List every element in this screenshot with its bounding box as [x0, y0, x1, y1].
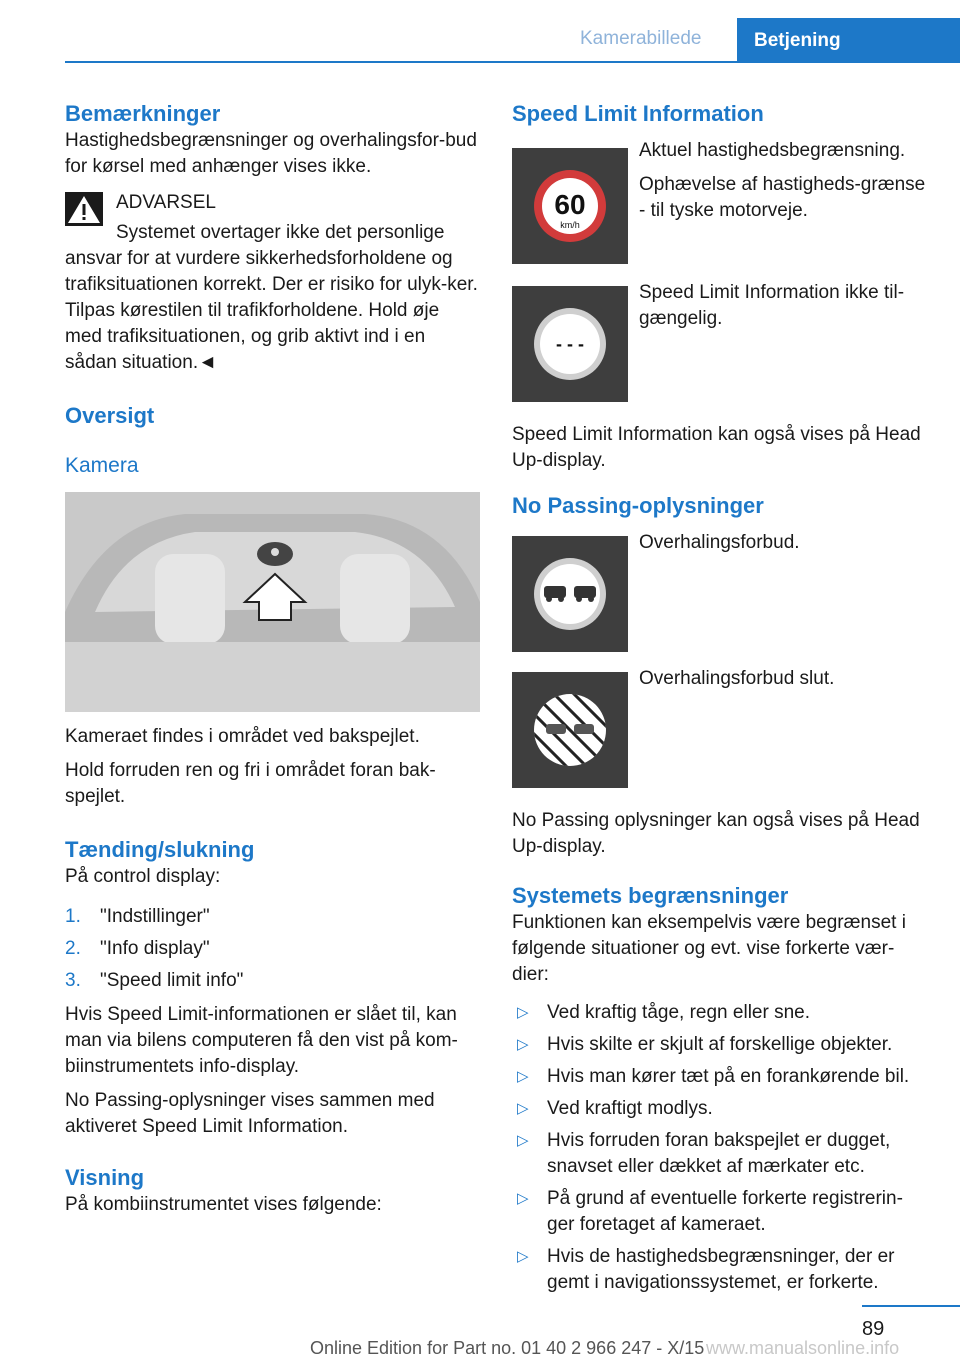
step-number: 3.	[65, 970, 81, 991]
speed-unavailable-sign-graphic	[512, 286, 628, 402]
sign-row-speed-unavailable	[512, 282, 930, 402]
edition-text: Online Edition for Part no. 01 40 2 966 247 - X/15	[310, 1338, 705, 1358]
sign-description	[639, 666, 931, 700]
left-column	[65, 100, 480, 1226]
bullet-icon: ▷	[517, 1100, 529, 1117]
no-passing-end-sign-icon	[512, 672, 628, 788]
warning-block	[65, 190, 480, 376]
bullet-icon: ▷	[517, 1190, 529, 1207]
step-number: 2.	[65, 938, 81, 959]
bullet-icon: ▷	[517, 1004, 529, 1021]
onoff-intro: På control display:	[65, 866, 221, 887]
bullet-icon: ▷	[517, 1036, 529, 1053]
page-number: 89	[862, 1318, 885, 1340]
camera-location-text: Kameraet findes i området ved bakspejlet.	[65, 726, 420, 747]
sign-description	[639, 138, 931, 232]
sign-line: Aktuel hastighedsbegrænsning.	[639, 140, 906, 161]
list-item	[512, 1000, 930, 1026]
speed-60-sign-icon	[512, 148, 628, 264]
step-text: "Speed limit info"	[100, 970, 244, 991]
onoff-text-1: Hvis Speed Limit-informationen er slået til, kan man via bilens computeren få den vist på kom-biinstrumentets info-display.	[65, 1004, 458, 1077]
speed-value: 60	[554, 189, 586, 220]
watermark: www.manualsonline.info	[706, 1338, 900, 1358]
list-item	[512, 1186, 930, 1238]
camera-clean-text: Hold forruden ren og fri i området foran bak-spejlet.	[65, 760, 436, 807]
list-item	[512, 1096, 930, 1122]
no-passing-sign-graphic	[512, 536, 628, 652]
dashes-label: - - -	[556, 334, 584, 354]
warning-text: Systemet overtager ikke det personlige ansvar for at vurdere sikkerhedsforholdene og trafiksituationen korrekt. Der er risiko for ulyk-ker. Tilpas kørestilen til trafikforholdene. Hold øje med trafiksituationen, og grib aktivt ind i en sådan situation.◄	[65, 222, 478, 373]
display-heading: Visning	[65, 1165, 145, 1190]
notes-text: Hastighedsbegrænsninger og overhalingsfor-bud for kørsel med anhænger vises ikke.	[65, 130, 477, 177]
list-text: På grund af eventuelle forkerte registrerin-ger foretaget af kameraet.	[547, 1188, 903, 1235]
display-text: På kombiinstrumentet vises følgende:	[65, 1194, 382, 1215]
sli-heading: Speed Limit Information	[512, 101, 764, 126]
camera-location-image	[65, 492, 480, 712]
sli-hud-text: Speed Limit Information kan også vises på Head Up-display.	[512, 424, 921, 471]
list-item	[512, 1128, 930, 1180]
sign-description	[639, 280, 931, 340]
camera-heading: Kamera	[65, 454, 139, 477]
np-hud-text: No Passing oplysninger kan også vises på Head Up-display.	[512, 810, 920, 857]
warning-icon	[65, 192, 103, 226]
step-text: "Indstillinger"	[100, 906, 210, 927]
np-heading: No Passing-oplysninger	[512, 493, 764, 518]
sign-line: Overhalingsforbud.	[639, 532, 800, 553]
bullet-icon: ▷	[517, 1068, 529, 1085]
right-column	[512, 100, 930, 1304]
sign-line: Ophævelse af hastigheds-grænse - til tyske motorveje.	[639, 174, 926, 221]
list-text: Ved kraftigt modlys.	[547, 1098, 713, 1119]
list-item	[65, 936, 480, 962]
sign-line: Overhalingsforbud slut.	[639, 668, 835, 689]
notes-heading: Bemærkninger	[65, 101, 221, 126]
bullet-icon: ▷	[517, 1132, 529, 1149]
sign-row-no-passing-end	[512, 668, 930, 788]
speed-60-sign-graphic	[512, 148, 628, 264]
sign-row-no-passing	[512, 532, 930, 652]
sign-line: Speed Limit Information ikke til-gængelig.	[639, 282, 905, 329]
bullet-icon: ▷	[517, 1248, 529, 1265]
list-item	[512, 1032, 930, 1058]
no-passing-sign-icon	[512, 536, 628, 652]
sign-description	[639, 530, 931, 564]
header-chapter-tab: Betjening	[737, 18, 960, 63]
list-item	[512, 1064, 930, 1090]
speed-unit: km/h	[560, 220, 580, 230]
list-item	[65, 968, 480, 994]
overview-heading: Oversigt	[65, 403, 155, 428]
footer-rule	[862, 1305, 960, 1307]
no-passing-end-sign-graphic	[512, 672, 628, 788]
list-item	[65, 904, 480, 930]
list-text: Hvis skilte er skjult af forskellige objekter.	[547, 1034, 893, 1055]
warning-title: ADVARSEL	[116, 192, 216, 213]
sign-row-speed-60	[512, 140, 930, 266]
onoff-steps	[65, 904, 480, 994]
limits-list	[512, 1000, 930, 1296]
step-number: 1.	[65, 906, 81, 927]
onoff-heading: Tænding/slukning	[65, 837, 255, 862]
header-section: Kamerabillede	[580, 28, 702, 49]
list-text: Hvis forruden foran bakspejlet er dugget, snavset eller dækket af mærkater etc.	[547, 1130, 891, 1177]
list-text: Hvis man kører tæt på en forankørende bil.	[547, 1066, 910, 1087]
limits-heading: Systemets begrænsninger	[512, 883, 789, 908]
list-item	[512, 1244, 930, 1296]
list-text: Hvis de hastighedsbegrænsninger, der er gemt i navigationssystemet, er forkerte.	[547, 1246, 895, 1293]
list-text: Ved kraftig tåge, regn eller sne.	[547, 1002, 810, 1023]
onoff-text-2: No Passing-oplysninger vises sammen med aktiveret Speed Limit Information.	[65, 1090, 435, 1137]
limits-intro: Funktionen kan eksempelvis være begrænset i følgende situationer og evt. vise forkerte vær-dier:	[512, 912, 906, 985]
step-text: "Info display"	[100, 938, 210, 959]
speed-unavailable-sign-icon	[512, 286, 628, 402]
